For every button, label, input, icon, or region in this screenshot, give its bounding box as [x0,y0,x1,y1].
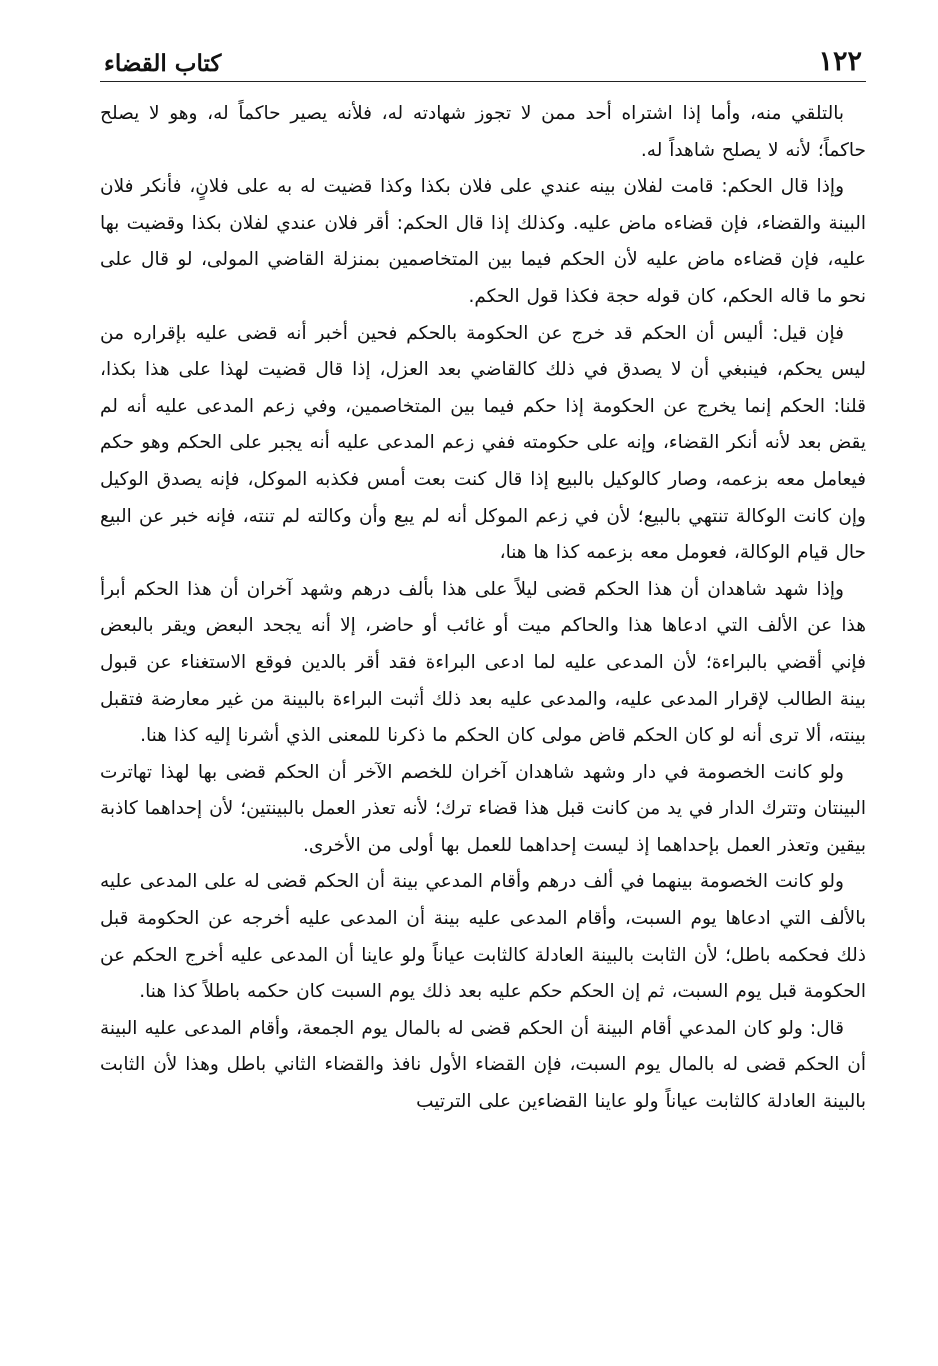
paragraph-7: قال: ولو كان المدعي أقام البينة أن الحكم قضى له بالمال يوم الجمعة، وأقام المدعى عليه البينة أن الحكم قضى له بالمال يوم السبت، فإن القضاء الأول نافذ والقضاء الثاني باطل وهذا لأن الثابت بالبينة العادلة كالثابت عياناً ولو عاينا القضاءين على الترتيب [100,1017,866,1113]
book-title: كتاب القضاء [104,50,222,77]
paragraph-6: ولو كانت الخصومة بينهما في ألف درهم وأقام المدعي بينة أن الحكم قضى له على المدعى عليه بالألف التي ادعاها يوم السبت، وأقام المدعى عليه بينة أن المدعى عليه أخرجه عن الحكومة قبل ذلك فحكمه باطل؛ لأن الثابت بالبينة العادلة كالثابت عياناً ولو عاينا أن المدعى عليه أخرج الحكم عن الحكومة قبل يوم السبت، ثم إن الحكم حكم عليه بعد ذلك يوم السبت كان حكمه باطلاً كذا هنا. [100,871,866,1003]
page-number: ١٢٢ [818,46,862,77]
paragraph-2: وإذا قال الحكم: قامت لفلان بينه عندي على فلان بكذا وكذا قضيت له به على فلانٍ، فأنكر فلان البينة والقضاء، فإن قضاءه ماض عليه. وكذلك إذا قال الحكم: أقر فلان عندي لفلان بكذا وقضيت بها عليه، فإن قضاءه ماض عليه لأن الحكم فيما بين المتخاصمين بمنزلة القاضي المولى، لو قال على نحو ما قاله الحكم، كان قوله حجة فكذا قول الحكم. [100,176,866,307]
running-header [100,38,866,82]
paragraph-4: وإذا شهد شاهدان أن هذا الحكم قضى ليلاً على هذا بألف درهم وشهد آخران أن هذا الحكم أبرأ هذا عن الألف التي ادعاها هذا والحاكم ميت أو غائب أو حاضر، إلا أنه يجحد البعض ويقر بالبعض فإني أقضي بالبراءة؛ لأن المدعى عليه لما ادعى البراءة فقد أقر بالدين فوقع الاستغناء عن قبول بينة الطالب لإقرار المدعى عليه، والمدعى عليه بعد ذلك أثبت البراءة بالبينة من غير معارضة فتقبل بينته، ألا ترى أنه لو كان الحكم قاض مولى كان الحكم ما ذكرنا للمعنى الذي أشرنا إليه كذا هنا. [100,578,866,747]
paragraph-1: بالتلقي منه، وأما إذا اشتراه أحد ممن لا تجوز شهادته له، فلأنه يصير حاكماً له، وهو لا يصلح حاكماً؛ لأنه لا يصلح شاهداً له. [100,103,866,161]
body-text [100,96,866,1121]
paragraph-3: فإن قيل: أليس أن الحكم قد خرج عن الحكومة بالحكم فحين أخبر أنه قضى عليه بإقراره من ليس يحكم، فينبغي أن لا يصدق في ذلك كالقاضي بعد العزل، إذا قال قضيت لهذا على هذا بكذا، قلنا: الحكم إنما يخرج عن الحكومة إذا حكم فيما بين المتخاصمين، وفي زعم المدعى عليه أنه لم يقض بعد لأنه أنكر القضاء، وإنه على حكومته ففي زعم المدعى عليه أنه يجبر على الحكم وهو حكم فيعامل معه بزعمه، وصار كالوكيل بالبيع إذا قال كنت بعت أمس فكذبه الموكل، فإنه يصدق الوكيل وإن كانت الوكالة تنتهي بالبيع؛ لأن في زعم الموكل أنه لم يبع وأن وكالته لم تنته، فإنه خبر عن البيع حال قيام الوكالة، فعومل معه بزعمه كذا ها هنا، [100,322,866,564]
paragraph-5: ولو كانت الخصومة في دار وشهد شاهدان آخران للخصم الآخر أن الحكم قضى بها لهذا تهاترت البينتان وتترك الدار في يد من كانت قبل هذا قضاء ترك؛ لأنه تعذر العمل بالبينتين؛ لأن إحداهما كاذبة بيقين وتعذر العمل بإحداهما إذ ليست إحداهما للعمل بها أولى من الأخرى. [100,761,866,856]
